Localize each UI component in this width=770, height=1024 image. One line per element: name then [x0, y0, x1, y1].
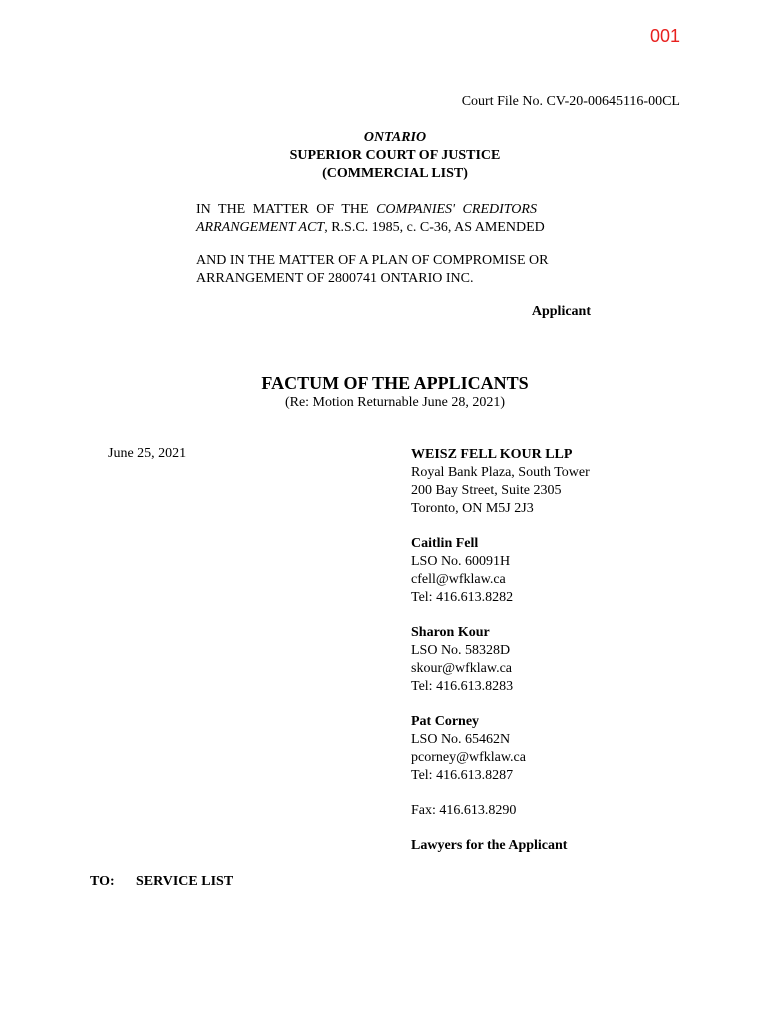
firm-name: WEISZ FELL KOUR LLP [411, 447, 573, 462]
document-date: June 25, 2021 [108, 446, 187, 461]
matter-ccaa-act-line-1: COMPANIES' CREDITORS [376, 202, 537, 217]
lawyer-tel: Tel: 416.613.8287 [411, 768, 514, 783]
lawyer-tel: Tel: 416.613.8283 [411, 679, 514, 694]
court-province: ONTARIO [363, 130, 427, 145]
lawyer-email: pcorney@wfklaw.ca [411, 750, 526, 765]
court-header [196, 129, 594, 183]
lawyer-entry [411, 535, 671, 607]
firm-address-line: Toronto, ON M5J 2J3 [411, 501, 534, 516]
to-label: TO: [90, 874, 115, 889]
court-file-number: Court File No. CV-20-00645116-00CL [461, 94, 680, 109]
firm-fax: Fax: 416.613.8290 [411, 803, 517, 818]
lawyers-for-label: Lawyers for the Applicant [411, 838, 568, 853]
lawyer-name: Pat Corney [411, 714, 480, 729]
matter-ccaa-act-line-2: ARRANGEMENT ACT [196, 220, 325, 235]
lawyer-lso: LSO No. 65462N [411, 732, 511, 747]
matter-ccaa-line-1 [196, 201, 591, 219]
lawyer-name: Sharon Kour [411, 625, 490, 640]
document-subtitle: (Re: Motion Returnable June 28, 2021) [284, 395, 506, 410]
to-value: SERVICE LIST [136, 874, 234, 889]
document-title: FACTUM OF THE APPLICANTS [261, 373, 529, 393]
court-list: (COMMERCIAL LIST) [322, 166, 468, 181]
matter-ccaa-line-2 [196, 219, 591, 237]
firm-info [411, 446, 671, 518]
matter-ccaa-prefix: IN THE MATTER OF THE [196, 202, 377, 217]
lawyer-lso: LSO No. 58328D [411, 643, 511, 658]
applicant-label: Applicant [531, 304, 591, 319]
lawyer-name: Caitlin Fell [411, 536, 479, 551]
page-number: 001 [650, 26, 681, 46]
matter-plan-line-2: ARRANGEMENT OF 2800741 ONTARIO INC. [196, 271, 474, 286]
to-line [90, 874, 233, 890]
matter-paragraph-ccaa [196, 201, 591, 237]
firm-address-line: Royal Bank Plaza, South Tower [411, 465, 590, 480]
lawyer-entry [411, 713, 671, 785]
firm-contact-block [411, 446, 671, 855]
matter-paragraph-plan [196, 252, 591, 288]
lawyer-email: cfell@wfklaw.ca [411, 572, 506, 587]
matter-plan-line-1: AND IN THE MATTER OF A PLAN OF COMPROMISE OR [196, 253, 549, 268]
court-name: SUPERIOR COURT OF JUSTICE [289, 148, 501, 163]
firm-address-line: 200 Bay Street, Suite 2305 [411, 483, 562, 498]
lawyer-tel: Tel: 416.613.8282 [411, 590, 514, 605]
lawyer-lso: LSO No. 60091H [411, 554, 511, 569]
lawyer-entry [411, 624, 671, 696]
lawyer-email: skour@wfklaw.ca [411, 661, 513, 676]
matter-ccaa-suffix: , R.S.C. 1985, c. C-36, AS AMENDED [324, 220, 545, 235]
